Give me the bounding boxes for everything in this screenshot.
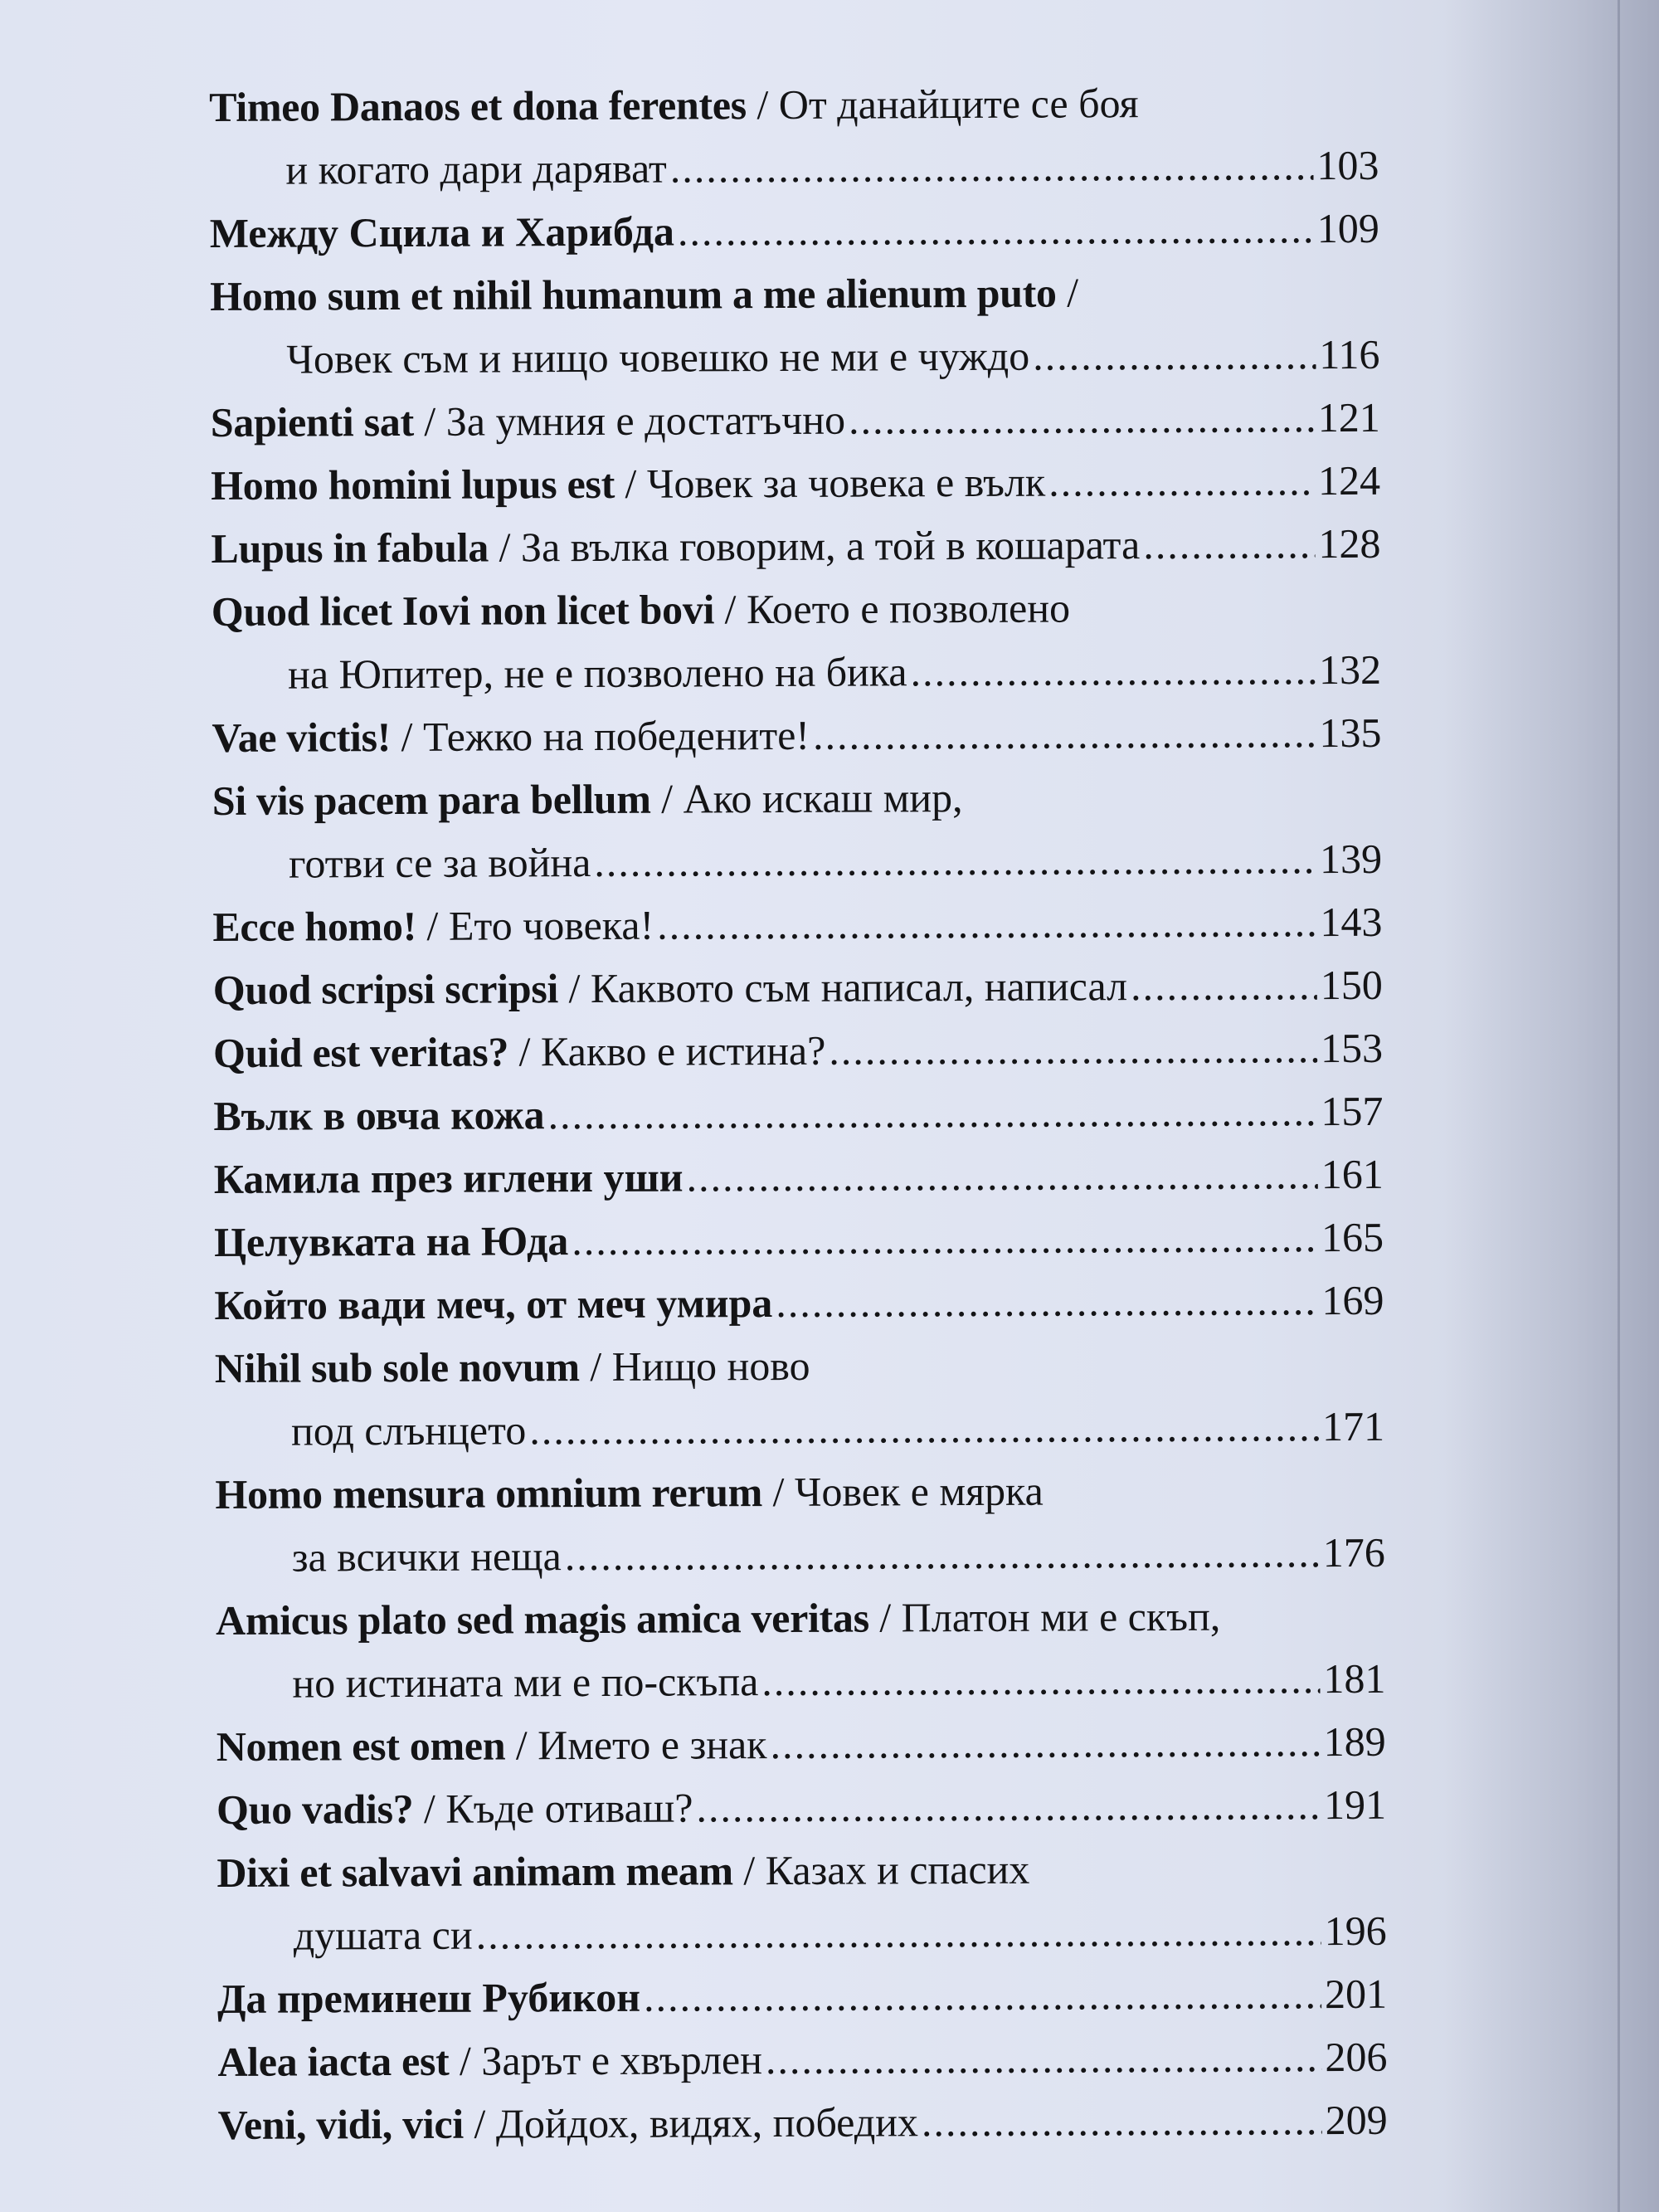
latin-title: Amicus plato sed magis amica veritas [215,1594,869,1644]
translation-title: Името е знак [538,1721,767,1769]
latin-title: Si vis pacem para bellum [212,775,651,824]
latin-title: Quo vadis? [216,1785,414,1833]
dot-leader [1033,330,1316,379]
translation-title: Вълк в овча кожа [213,1091,545,1139]
dot-leader [644,1970,1321,2021]
dot-leader [1048,456,1315,505]
dot-leader [766,2033,1322,2083]
translation-title: Ако искаш мир, [683,774,963,822]
separator: / [650,775,684,822]
dot-leader [686,1150,1317,1201]
dot-leader [829,1024,1317,1074]
toc-line [216,1844,1386,1912]
toc-entry [216,1781,1386,1849]
toc-line [215,1339,1384,1407]
toc-entry [211,393,1380,461]
page-number: 153 [1320,1024,1384,1072]
separator: / [390,713,424,761]
latin-title: Homo homini lupus est [210,460,615,509]
toc-entry [211,456,1380,524]
separator: / [508,1028,542,1075]
separator: / [746,81,779,129]
toc-line-continued [212,646,1381,714]
page-number: 209 [1325,2096,1388,2144]
dot-leader [922,2096,1322,2146]
dot-leader [1131,961,1317,1010]
latin-title: Quid est veritas? [212,1028,509,1076]
translation-continued: и когато дари даряват [285,144,667,193]
dot-leader [547,1087,1317,1138]
translation-title: Камила през иглени уши [213,1153,684,1202]
toc-entry [215,1339,1385,1470]
translation-continued: душата си [293,1911,473,1959]
separator: / [868,1594,902,1641]
toc-line [214,1276,1384,1344]
translation-title: От данайците се боя [778,80,1139,129]
latin-title: Alea iacta est [217,2037,450,2085]
toc-line-continued [210,330,1379,398]
toc-line [217,1970,1387,2038]
translation-title: Къде отиваш? [445,1784,693,1832]
toc-line [214,1150,1384,1218]
toc-line [213,961,1383,1029]
latin-title: Ecce homo! [212,902,417,950]
toc-line [210,204,1379,272]
translation-title: Който вади меч, от меч умира [214,1279,773,1328]
toc-line-continued [215,1402,1384,1470]
translation-title: Дойдох, видях, победих [495,2098,919,2147]
separator: / [713,586,747,633]
toc-line [212,582,1381,650]
toc-entry [212,709,1381,777]
toc-entry [218,2096,1388,2164]
dot-leader [594,835,1316,886]
translation-continued: Човек съм и нищо човешко не ми е чуждо [286,332,1030,382]
page-number: 116 [1319,330,1380,378]
translation-title: Нищо ново [611,1342,810,1390]
page-number: 150 [1320,961,1383,1009]
page-number: 132 [1318,646,1382,694]
toc-line [210,267,1379,335]
toc-line [213,1087,1383,1155]
toc-line [209,78,1379,146]
latin-title: Nihil sub sole novum [214,1343,580,1391]
dot-leader [696,1781,1321,1831]
toc-entry [210,204,1379,272]
toc-entry [211,519,1380,587]
page-number: 121 [1317,393,1380,441]
page-number: 181 [1323,1654,1386,1703]
dot-leader [910,646,1316,695]
translation-continued: но истината ми е по-скъпа [292,1658,759,1707]
toc-entry [217,1970,1387,2038]
latin-title: Homo sum et nihil humanum a me alienum puto [209,269,1057,319]
latin-title: Timeo Danaos et dona ferentes [209,81,747,130]
toc-line [214,1213,1384,1281]
toc-line [216,1781,1386,1849]
page-number: 189 [1323,1717,1386,1766]
translation-continued: под слънцето [290,1406,527,1454]
toc-line [212,709,1381,777]
toc-line [211,519,1380,587]
toc-entry [213,961,1383,1029]
table-of-contents [209,78,1388,2164]
dot-leader [770,1717,1320,1768]
translation-title: Ето човека! [448,901,654,949]
page-number: 143 [1320,898,1383,946]
toc-line [212,772,1382,840]
toc-entry [212,898,1382,966]
dot-leader [572,1213,1318,1264]
toc-line-continued [212,835,1382,903]
separator: / [614,460,648,507]
page-number: 135 [1319,709,1382,757]
toc-line [212,898,1382,966]
toc-entry [216,1591,1386,1722]
translation-title: Целувката на Юда [213,1217,569,1265]
translation-title: Което е позволено [746,584,1071,633]
toc-line [215,1465,1384,1533]
dot-leader [761,1654,1320,1705]
separator: / [413,397,446,445]
page-number: 171 [1321,1402,1385,1450]
separator: / [505,1722,538,1769]
toc-line [218,2096,1388,2164]
separator: / [463,2100,496,2147]
page-number: 165 [1321,1213,1384,1261]
dot-leader [1143,519,1315,568]
toc-line-continued [217,1907,1387,1975]
dot-leader [565,1528,1320,1580]
page-number: 161 [1321,1150,1384,1198]
toc-line-continued [216,1654,1385,1722]
dot-leader [657,898,1317,948]
separator: / [413,1785,446,1832]
page-number: 128 [1318,519,1381,568]
translation-title: За умния е достатъчно [445,396,846,445]
separator: / [557,965,591,1012]
latin-title: Homo mensura omnium rerum [215,1469,763,1518]
toc-entry [216,1844,1387,1975]
toc-entry [217,2033,1387,2101]
separator: / [732,1847,766,1894]
toc-line [213,1024,1383,1092]
translation-title: Платон ми е скъп, [901,1592,1221,1641]
page-number: 206 [1325,2033,1388,2081]
toc-entry [214,1276,1384,1344]
page-number: 169 [1321,1276,1384,1324]
latin-title: Quod licet Iovi non licet bovi [211,586,715,635]
toc-line [211,456,1380,524]
translation-title: Тежко на победените! [422,711,810,760]
page-number: 157 [1321,1087,1384,1135]
toc-entry [214,1150,1384,1218]
page-shadow [1443,0,1659,2212]
translation-title: Човек за човека е вълк [646,458,1046,507]
toc-entry [216,1717,1386,1786]
page-number: 196 [1324,1907,1387,1955]
translation-title: Зарът е хвърлен [481,2036,763,2084]
toc-line [216,1717,1386,1786]
translation-continued: готви се за война [288,839,591,887]
translation-continued: на Юпитер, не е позволено на бика [287,648,907,698]
latin-title: Lupus in fabula [211,524,489,572]
separator: / [449,2037,482,2084]
translation-title: Казах и спасих [765,1845,1030,1894]
toc-line-continued [209,141,1379,209]
toc-entry [209,78,1379,209]
toc-entry [213,1024,1383,1092]
translation-title: Да преминеш Рубикон [216,1973,641,2022]
translation-title: Какво е истина? [540,1026,826,1075]
separator: / [488,524,522,571]
page-number: 124 [1317,456,1381,504]
page-number: 109 [1316,204,1379,252]
dot-leader [670,141,1314,192]
separator: / [1056,269,1089,316]
toc-entry [212,582,1382,714]
translation-title: Каквото съм написал, написал [590,962,1128,1012]
toc-line-continued [216,1528,1385,1596]
latin-title: Quod scripsi scripsi [212,965,559,1013]
toc-line [216,1591,1385,1659]
latin-title: Sapienti sat [210,397,414,446]
separator: / [416,902,450,949]
dot-leader [849,393,1315,443]
page-number: 103 [1316,141,1379,189]
toc-entry [215,1465,1385,1596]
toc-entry [214,1213,1384,1281]
toc-entry [210,267,1380,398]
dot-leader [476,1907,1321,1958]
latin-title: Nomen est omen [216,1722,506,1770]
latin-title: Dixi et salvavi animam meam [216,1847,733,1896]
toc-line [211,393,1380,461]
dot-leader [529,1402,1319,1454]
dot-leader [813,709,1316,759]
latin-title: Veni, vidi, vici [217,2100,465,2148]
toc-line [217,2033,1387,2101]
separator: / [579,1342,612,1391]
translation-title: Между Сцила и Харибда [209,207,675,256]
translation-title: За вълка говорим, а той в кошарата [520,521,1141,571]
page-edge [1618,0,1620,2212]
toc-entry [212,772,1383,903]
translation-title: Човек е мярка [794,1467,1044,1515]
page-number: 191 [1323,1781,1387,1829]
dot-leader [678,204,1314,255]
translation-continued: за всички неща [291,1532,562,1581]
page-number: 176 [1322,1528,1385,1576]
page-number: 201 [1324,1970,1388,2018]
toc-entry [213,1087,1383,1155]
page-number: 139 [1319,835,1383,883]
separator: / [761,1468,795,1516]
dot-leader [776,1276,1318,1327]
latin-title: Vae victis! [212,714,392,761]
